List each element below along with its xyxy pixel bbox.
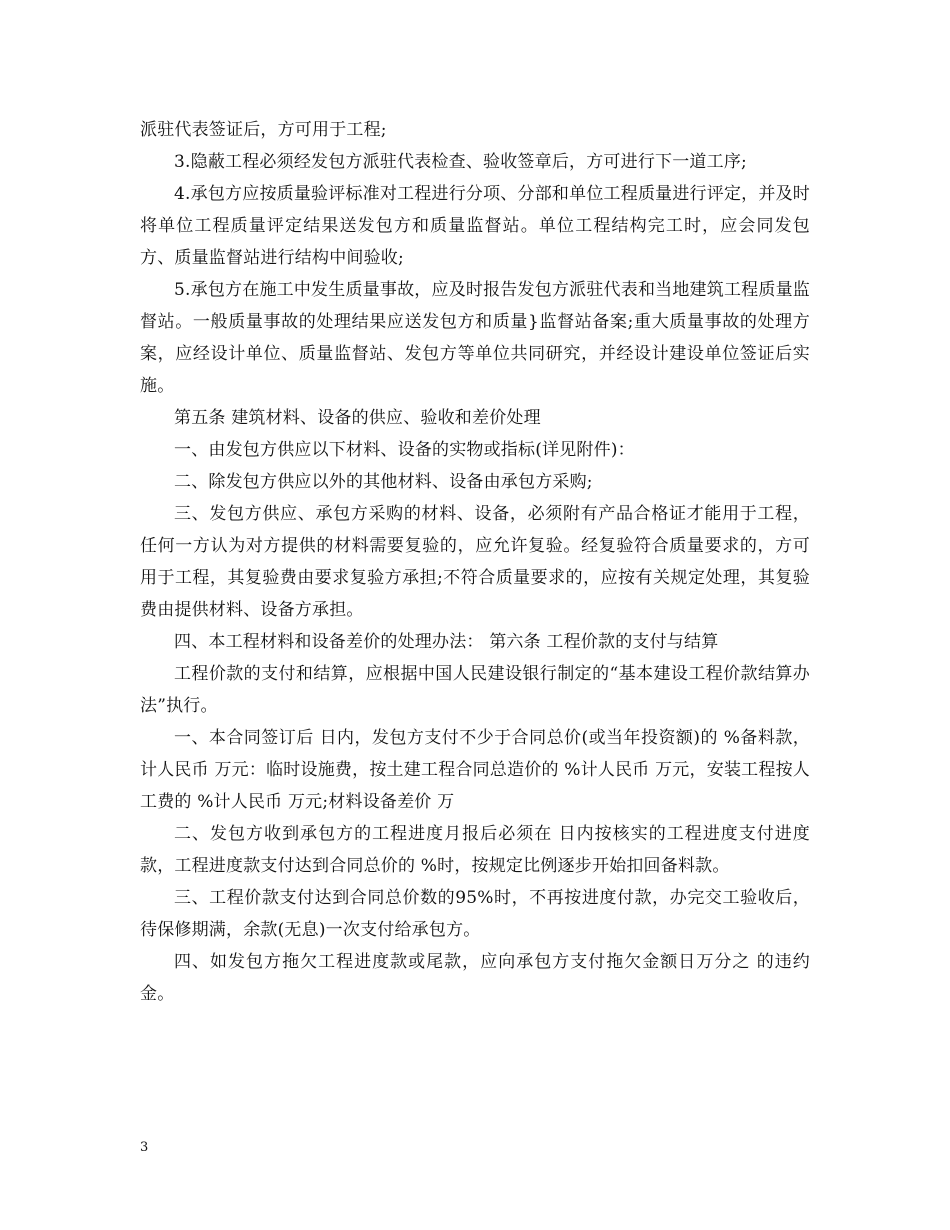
paragraph-6: 一、由发包方供应以下材料、设备的实物或指标(详见附件)： [174, 440, 635, 460]
paragraph-1: 派驻代表签证后，方可用于工程; [140, 120, 387, 140]
paragraph-14: 四、如发包方拖欠工程进度款或尾款，应向承包方支付拖欠金额日万分之 的违约金。 [140, 952, 810, 1004]
paragraph-7: 二、除发包方供应以外的其他材料、设备由承包方采购; [174, 472, 593, 492]
paragraph-8: 三、发包方供应、承包方采购的材料、设备，必须附有产品合格证才能用于工程，任何一方认为对方提供的材料需要复验的，应允许复验。经复验符合质量要求的，方可用于工程，其复验费由要求复验方承担;不符合质量要求的，应按有关规定处理，其复验费由提供材料、设备方承担。 [140, 504, 810, 620]
paragraph-12: 二、发包方收到承包方的工程进度月报后必须在 日内按核实的工程进度支付进度款，工程进度款支付达到合同总价的 %时，按规定比例逐步开始扣回备料款。 [140, 824, 810, 876]
paragraph-2: 3.隐蔽工程必须经发包方派驻代表检查、验收签章后，方可进行下一道工序; [174, 152, 747, 172]
section-heading-article-5: 第五条 建筑材料、设备的供应、验收和差价处理 [174, 408, 541, 428]
paragraph-9: 四、本工程材料和设备差价的处理办法： 第六条 工程价款的支付与结算 [174, 632, 719, 652]
paragraph-4: 5.承包方在施工中发生质量事故，应及时报告发包方派驻代表和当地建筑工程质量监督站。一般质量事故的处理结果应送发包方和质量}监督站备案;重大质量事故的处理方案，应经设计单位、质量监督站、发包方等单位共同研究，并经设计建设单位签证后实施。 [140, 280, 810, 396]
paragraph-11: 一、本合同签订后 日内，发包方支付不少于合同总价(或当年投资额)的 %备料款，计人民币 万元：临时设施费，按土建工程合同总造价的 %计人民币 万元，安装工程按人工费的 %计人民币 万元;材料设备差价 万 [140, 728, 810, 812]
paragraph-13: 三、工程价款支付达到合同总价数的95%时，不再按进度付款，办完交工验收后，待保修期满，余款(无息)一次支付给承包方。 [140, 888, 810, 940]
paragraph-3: 4.承包方应按质量验评标准对工程进行分项、分部和单位工程质量进行评定，并及时将单位工程质量评定结果送发包方和质量监督站。单位工程结构完工时，应会同发包方、质量监督站进行结构中间验收; [140, 184, 810, 268]
page-number: 3 [140, 1140, 149, 1155]
paragraph-10: 工程价款的支付和结算，应根据中国人民建设银行制定的“基本建设工程价款结算办法”执行。 [140, 664, 810, 716]
document-body [140, 114, 810, 1010]
